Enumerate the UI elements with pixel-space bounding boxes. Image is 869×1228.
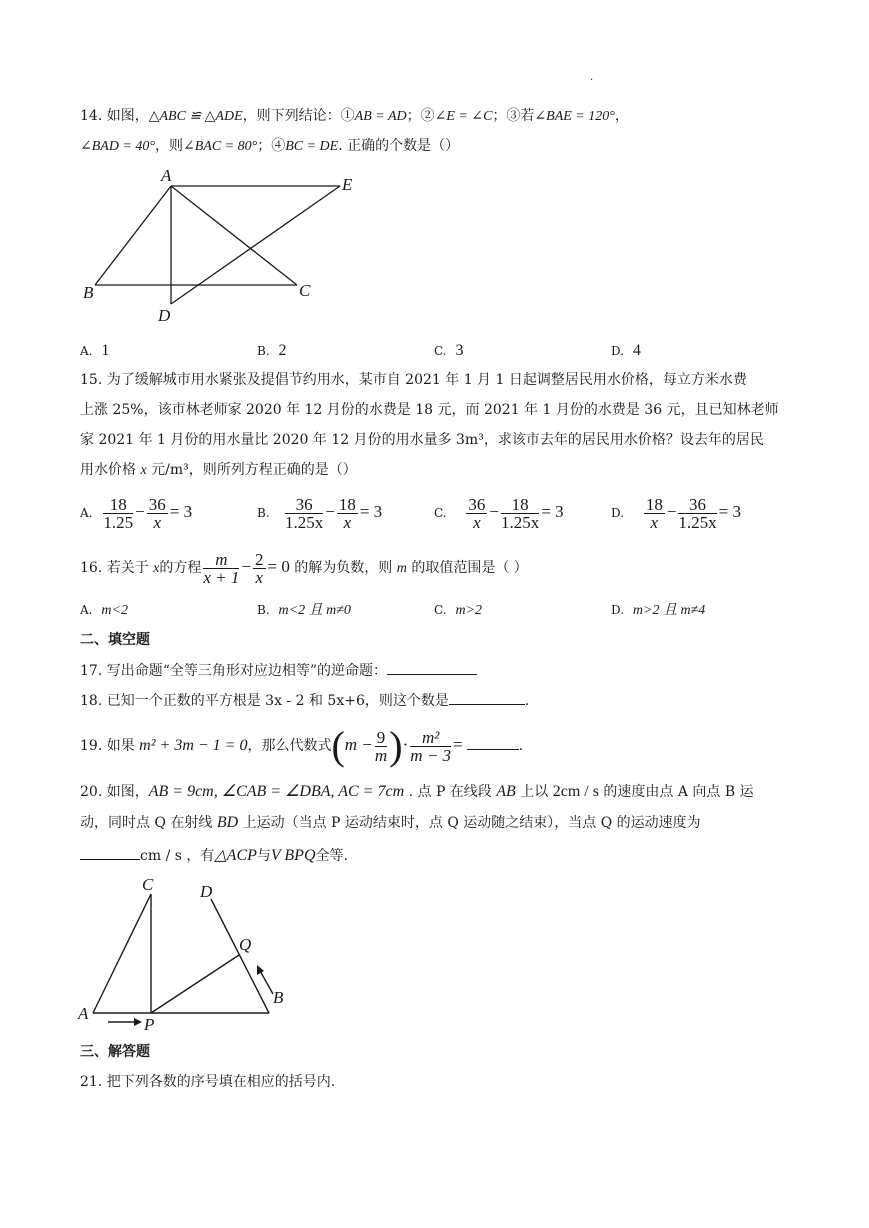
q16-var-m: m <box>396 561 407 576</box>
q15-text: 用水价格 <box>80 462 141 478</box>
q14-option-a[interactable] <box>80 341 109 361</box>
label-b: B <box>83 283 94 302</box>
line-ac <box>171 186 297 285</box>
q19 <box>80 723 523 768</box>
q15-line4 <box>80 460 357 481</box>
q15-text: 元/m³，则所列方程正确的是（） <box>146 462 357 478</box>
line-bd <box>211 899 269 1013</box>
q17 <box>80 660 477 681</box>
q19-condition: m² + 3m − 1 = 0 <box>139 737 248 754</box>
fraction <box>375 729 388 764</box>
q14-text: ；③若 <box>492 108 535 124</box>
label-c: C <box>142 875 154 894</box>
denominator: 1.25x <box>678 512 717 532</box>
option-letter: B. <box>257 603 270 617</box>
numerator: 2 <box>255 549 264 569</box>
option-value: m<2 <box>101 603 128 618</box>
arrow-q <box>259 969 273 994</box>
q16-var-x: x <box>153 561 160 576</box>
q20-line3 <box>80 845 348 866</box>
option-value: m>2 且 m≠4 <box>632 603 706 618</box>
q20-text: cm / s ，有 <box>140 848 215 864</box>
q18-text: . <box>524 693 530 709</box>
rhs: = 3 <box>359 502 383 521</box>
option-letter: D. <box>611 506 625 520</box>
q14-congruence: △ABC ≌ △ADE <box>148 109 243 124</box>
fraction <box>147 496 168 531</box>
option-letter: A. <box>80 603 93 617</box>
q16-option-b[interactable] <box>257 600 351 621</box>
q14-text: ，则 <box>155 138 183 154</box>
q18-text: 18. 已知一个正数的平方根是 3x - 2 和 5x+6，则这个数是 <box>80 693 449 709</box>
option-letter: A. <box>80 506 93 520</box>
fraction <box>501 496 539 531</box>
q20-acp: △ACP <box>214 847 257 864</box>
q20-text: 上以 <box>515 784 553 800</box>
q20-text: 全等. <box>315 848 348 864</box>
q14-option-c[interactable] <box>434 341 463 361</box>
q19-text: . <box>518 738 524 754</box>
q20-text: 与 <box>256 848 271 864</box>
numerator: 18 <box>338 494 356 514</box>
option-value: 1 <box>101 342 110 359</box>
q17-text: 17. 写出命题“全等三角形对应边相等”的逆命题： <box>80 663 388 679</box>
multiply-dot: · <box>402 735 409 754</box>
q20-ab: AB <box>496 783 516 800</box>
denominator: x + 1 <box>203 567 240 587</box>
left-paren: ( <box>331 723 345 768</box>
q20-bpq: V BPQ <box>270 847 316 864</box>
q16-option-c[interactable] <box>434 600 482 621</box>
label-b: B <box>273 988 284 1007</box>
numerator: 18 <box>645 494 663 514</box>
section-heading-fill-blank: 二、填空题 <box>80 632 150 648</box>
equals: = <box>453 735 463 754</box>
fraction <box>678 496 716 531</box>
denominator: x <box>153 512 161 532</box>
q16-option-d[interactable] <box>611 600 705 621</box>
option-letter: C. <box>434 603 447 617</box>
q20-line2 <box>80 813 701 833</box>
q15-option-c[interactable] <box>434 492 564 533</box>
fraction <box>203 551 239 586</box>
label-e: E <box>342 175 353 194</box>
q14-text: ；② <box>406 108 435 124</box>
denominator: 1.25x <box>500 512 540 532</box>
option-value: m<2 且 m≠0 <box>278 603 351 618</box>
option-value: m>2 <box>455 603 483 618</box>
q18 <box>80 690 529 711</box>
option-value: 4 <box>632 342 641 359</box>
q14-text: 如图， <box>106 108 149 124</box>
numerator: m² <box>410 729 451 747</box>
q14-figure <box>80 166 370 326</box>
line-ac <box>93 894 151 1013</box>
option-letter: B. <box>257 506 270 520</box>
line-pq <box>151 955 239 1013</box>
q20-given: AB = 9cm, ∠CAB = ∠DBA, AC = 7cm <box>148 783 405 800</box>
q15-line2: 上涨 25%，该市林老师家 2020 年 12 月份的水费是 18 元，而 2021 年 1 月份的水费是 36 元，且已知林老师 <box>80 402 779 418</box>
q16-text: 的取值范围是（ ） <box>406 560 528 576</box>
q15-option-a[interactable] <box>80 492 192 533</box>
answer-blank[interactable] <box>449 690 525 705</box>
q20-figure <box>76 872 296 1034</box>
option-value: 2 <box>278 342 287 359</box>
rhs: = 3 <box>718 502 742 521</box>
numerator: 18 <box>103 496 133 514</box>
fraction <box>644 496 665 531</box>
label-d: D <box>158 306 171 325</box>
q14-bac: ∠BAC = 80° <box>183 139 258 154</box>
answer-blank[interactable] <box>80 845 140 860</box>
q15-option-d[interactable] <box>611 492 741 533</box>
q14-statement-2: ∠E = ∠C <box>434 109 493 124</box>
q20-text: 上运动（当点 P 运动结束时，点 Q 运动随之结束），当点 Q 的运动速度为 <box>238 815 701 831</box>
label-c: C <box>299 281 311 300</box>
numerator: 9 <box>376 727 386 747</box>
denominator: x <box>650 512 659 532</box>
line-de <box>171 186 340 304</box>
denominator: x <box>473 512 481 532</box>
option-letter: A. <box>80 344 93 358</box>
arrowhead-q <box>257 965 264 975</box>
q16-option-a[interactable] <box>80 600 128 621</box>
option-value: 3 <box>455 342 464 359</box>
arrowhead-p <box>134 1018 142 1026</box>
fraction <box>103 496 133 531</box>
option-letter: B. <box>257 344 270 358</box>
minus: − <box>666 502 677 521</box>
minus: − <box>135 502 145 521</box>
q21: 21. 把下列各数的序号填在相应的括号内. <box>80 1074 336 1090</box>
q15-line1: 15. 为了缓解城市用水紧张及提倡节约用水，某市自 2021 年 1 月 1 日起调整居民用水价格，每立方米水费 <box>80 372 747 388</box>
numerator: 36 <box>678 496 716 514</box>
q14-option-d[interactable] <box>611 341 641 361</box>
q15-var-x: x <box>140 463 147 478</box>
q14-text: ；④ <box>257 138 286 154</box>
minus: − <box>241 557 252 576</box>
denominator: x <box>255 567 264 587</box>
line-ab <box>95 186 171 285</box>
fraction <box>253 551 266 586</box>
answer-blank[interactable] <box>387 660 477 675</box>
q20-text: 动，同时点 Q 在射线 <box>80 815 217 831</box>
right-paren: ) <box>389 723 403 768</box>
q15-line3: 家 2021 年 1 月份的用水量比 2020 年 12 月份的用水量多 3m³，求该市去年的居民用水价格？设去年的居民 <box>80 432 764 448</box>
q20-bd: BD <box>216 814 239 831</box>
minus: − <box>489 502 499 521</box>
q16-text: 的方程 <box>159 560 202 576</box>
q14-number: 14. <box>80 108 103 124</box>
fraction <box>337 496 358 531</box>
q14-text: . 正确的个数是（） <box>338 138 460 154</box>
denominator: 1.25 <box>103 512 134 532</box>
denominator: 1.25x <box>285 512 324 532</box>
q14-line2 <box>80 136 459 157</box>
denominator: m − 3 <box>410 745 452 765</box>
numerator: 36 <box>148 494 166 514</box>
q19-text: ，那么代数式 <box>247 738 332 754</box>
q14-bad: ∠BAD = 40° <box>80 139 155 154</box>
q20-line1 <box>80 782 754 802</box>
q19-text: 19. 如果 <box>80 738 140 754</box>
q16-stem <box>80 546 528 590</box>
q14-line1 <box>80 106 629 127</box>
minus: − <box>325 502 335 521</box>
fraction <box>410 729 451 764</box>
numerator: 18 <box>501 496 539 514</box>
q14-text: ，则下列结论：① <box>242 108 355 124</box>
q15-option-b[interactable] <box>257 492 382 533</box>
page-marker: . <box>590 72 594 83</box>
option-letter: C. <box>434 506 447 520</box>
q20-text: . 点 P 在线段 <box>404 784 497 800</box>
rhs: = 3 <box>541 502 564 521</box>
q14-text: ， <box>614 108 629 124</box>
rhs: = 3 <box>169 502 193 521</box>
fraction <box>285 496 323 531</box>
q20-text: 20. 如图， <box>80 784 149 800</box>
q20-text: 的速度由点 A 向点 B 运 <box>598 784 754 800</box>
label-p: P <box>144 1015 155 1034</box>
denominator: m <box>374 745 388 765</box>
section-heading-solve: 三、解答题 <box>80 1044 150 1060</box>
q20-speed: 2cm / s <box>552 783 599 800</box>
label-a: A <box>161 166 172 185</box>
q19-term: m − <box>344 735 373 754</box>
numerator: m <box>203 551 239 569</box>
q14-statement-1: AB = AD <box>354 109 407 124</box>
q14-option-b[interactable] <box>257 341 287 361</box>
q14-statement-3: ∠BAE = 120° <box>534 109 615 124</box>
denominator: x <box>343 512 352 532</box>
q16-text: 的解为负数，则 <box>289 560 397 576</box>
option-letter: C. <box>434 344 447 358</box>
numerator: 36 <box>468 494 486 514</box>
fraction <box>466 496 487 531</box>
label-d: D <box>200 882 213 901</box>
option-letter: D. <box>611 344 625 358</box>
rhs: = 0 <box>267 557 290 576</box>
option-letter: D. <box>611 603 625 617</box>
label-q: Q <box>239 935 252 954</box>
label-a: A <box>78 1004 89 1023</box>
answer-blank[interactable] <box>467 735 519 750</box>
q14-statement-4: BC = DE <box>285 139 339 154</box>
q16-text: 16. 若关于 <box>80 560 154 576</box>
numerator: 36 <box>285 496 323 514</box>
